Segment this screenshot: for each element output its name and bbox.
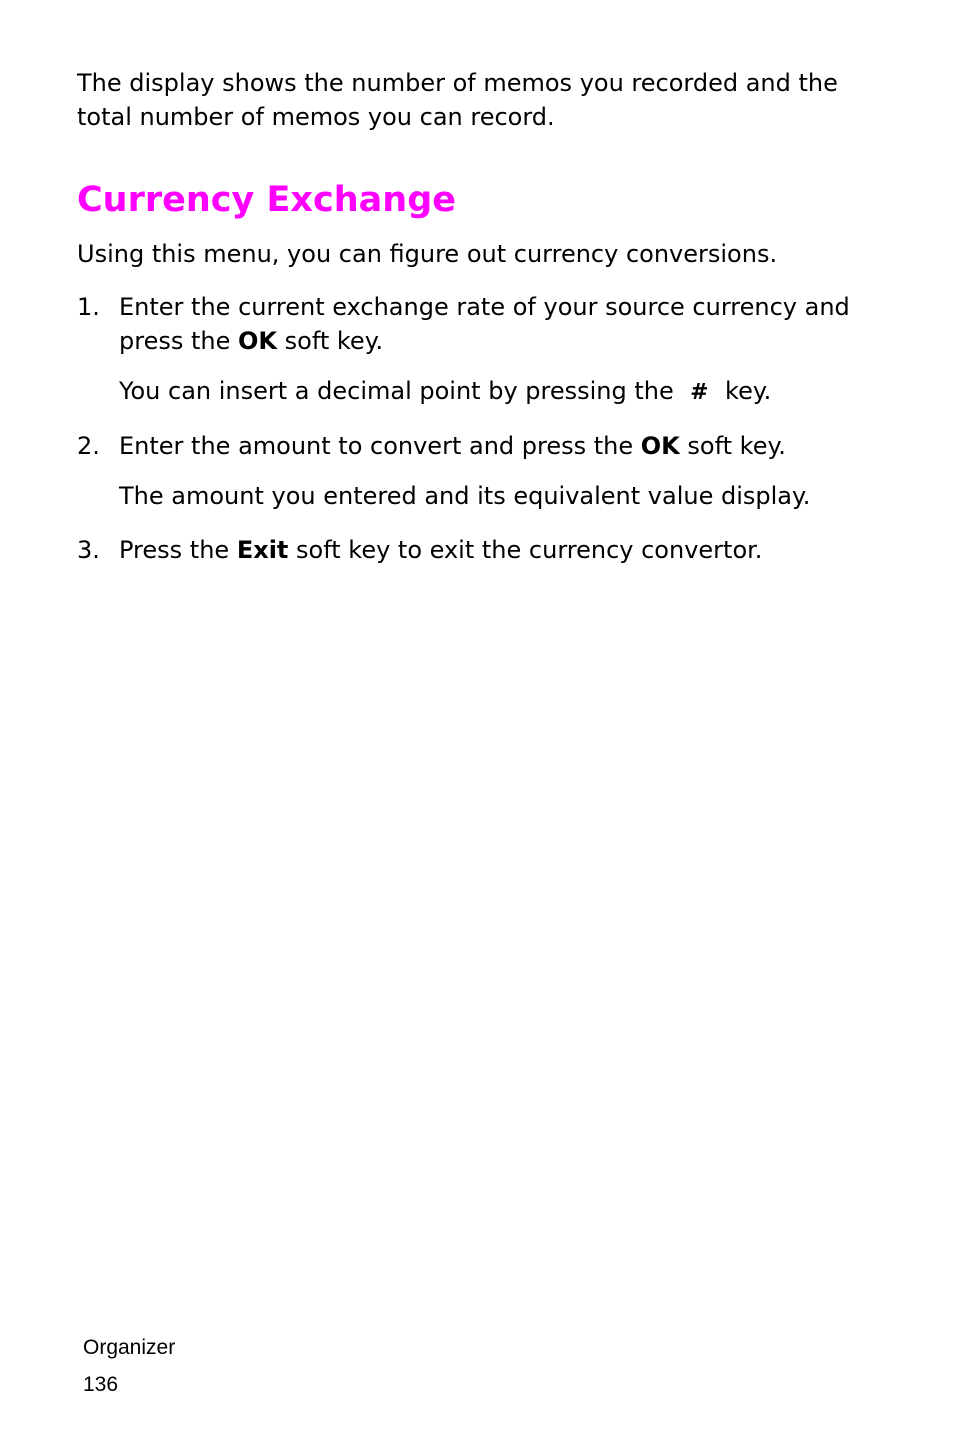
step-number: 2. — [77, 432, 100, 460]
step-text: Enter the amount to convert and press the OK soft key. — [119, 432, 786, 460]
step-3 — [77, 533, 877, 567]
step-note: You can insert a decimal point by pressing the # key. — [119, 374, 877, 410]
step-2 — [77, 429, 877, 513]
hash-key-icon: # — [690, 380, 709, 405]
footer-section-name: Organizer — [83, 1336, 176, 1359]
step-1 — [77, 290, 877, 410]
intro-paragraph: The display shows the number of memos you recorded and the total number of memos you can record. — [77, 69, 838, 131]
section-title: Currency Exchange — [77, 180, 457, 220]
exit-key-label: Exit — [236, 536, 289, 564]
step-text: Press the Exit soft key to exit the currency convertor. — [119, 536, 763, 564]
ok-key-label: OK — [238, 327, 277, 355]
step-note: The amount you entered and its equivalent value display. — [119, 482, 811, 510]
section-lead: Using this menu, you can figure out currency conversions. — [77, 240, 778, 268]
step-number: 3. — [77, 536, 100, 564]
step-number: 1. — [77, 293, 100, 321]
ok-key-label: OK — [640, 432, 680, 460]
step-text: Enter the current exchange rate of your source currency and press the OK soft key. — [119, 293, 850, 355]
page-number: 136 — [83, 1373, 119, 1396]
